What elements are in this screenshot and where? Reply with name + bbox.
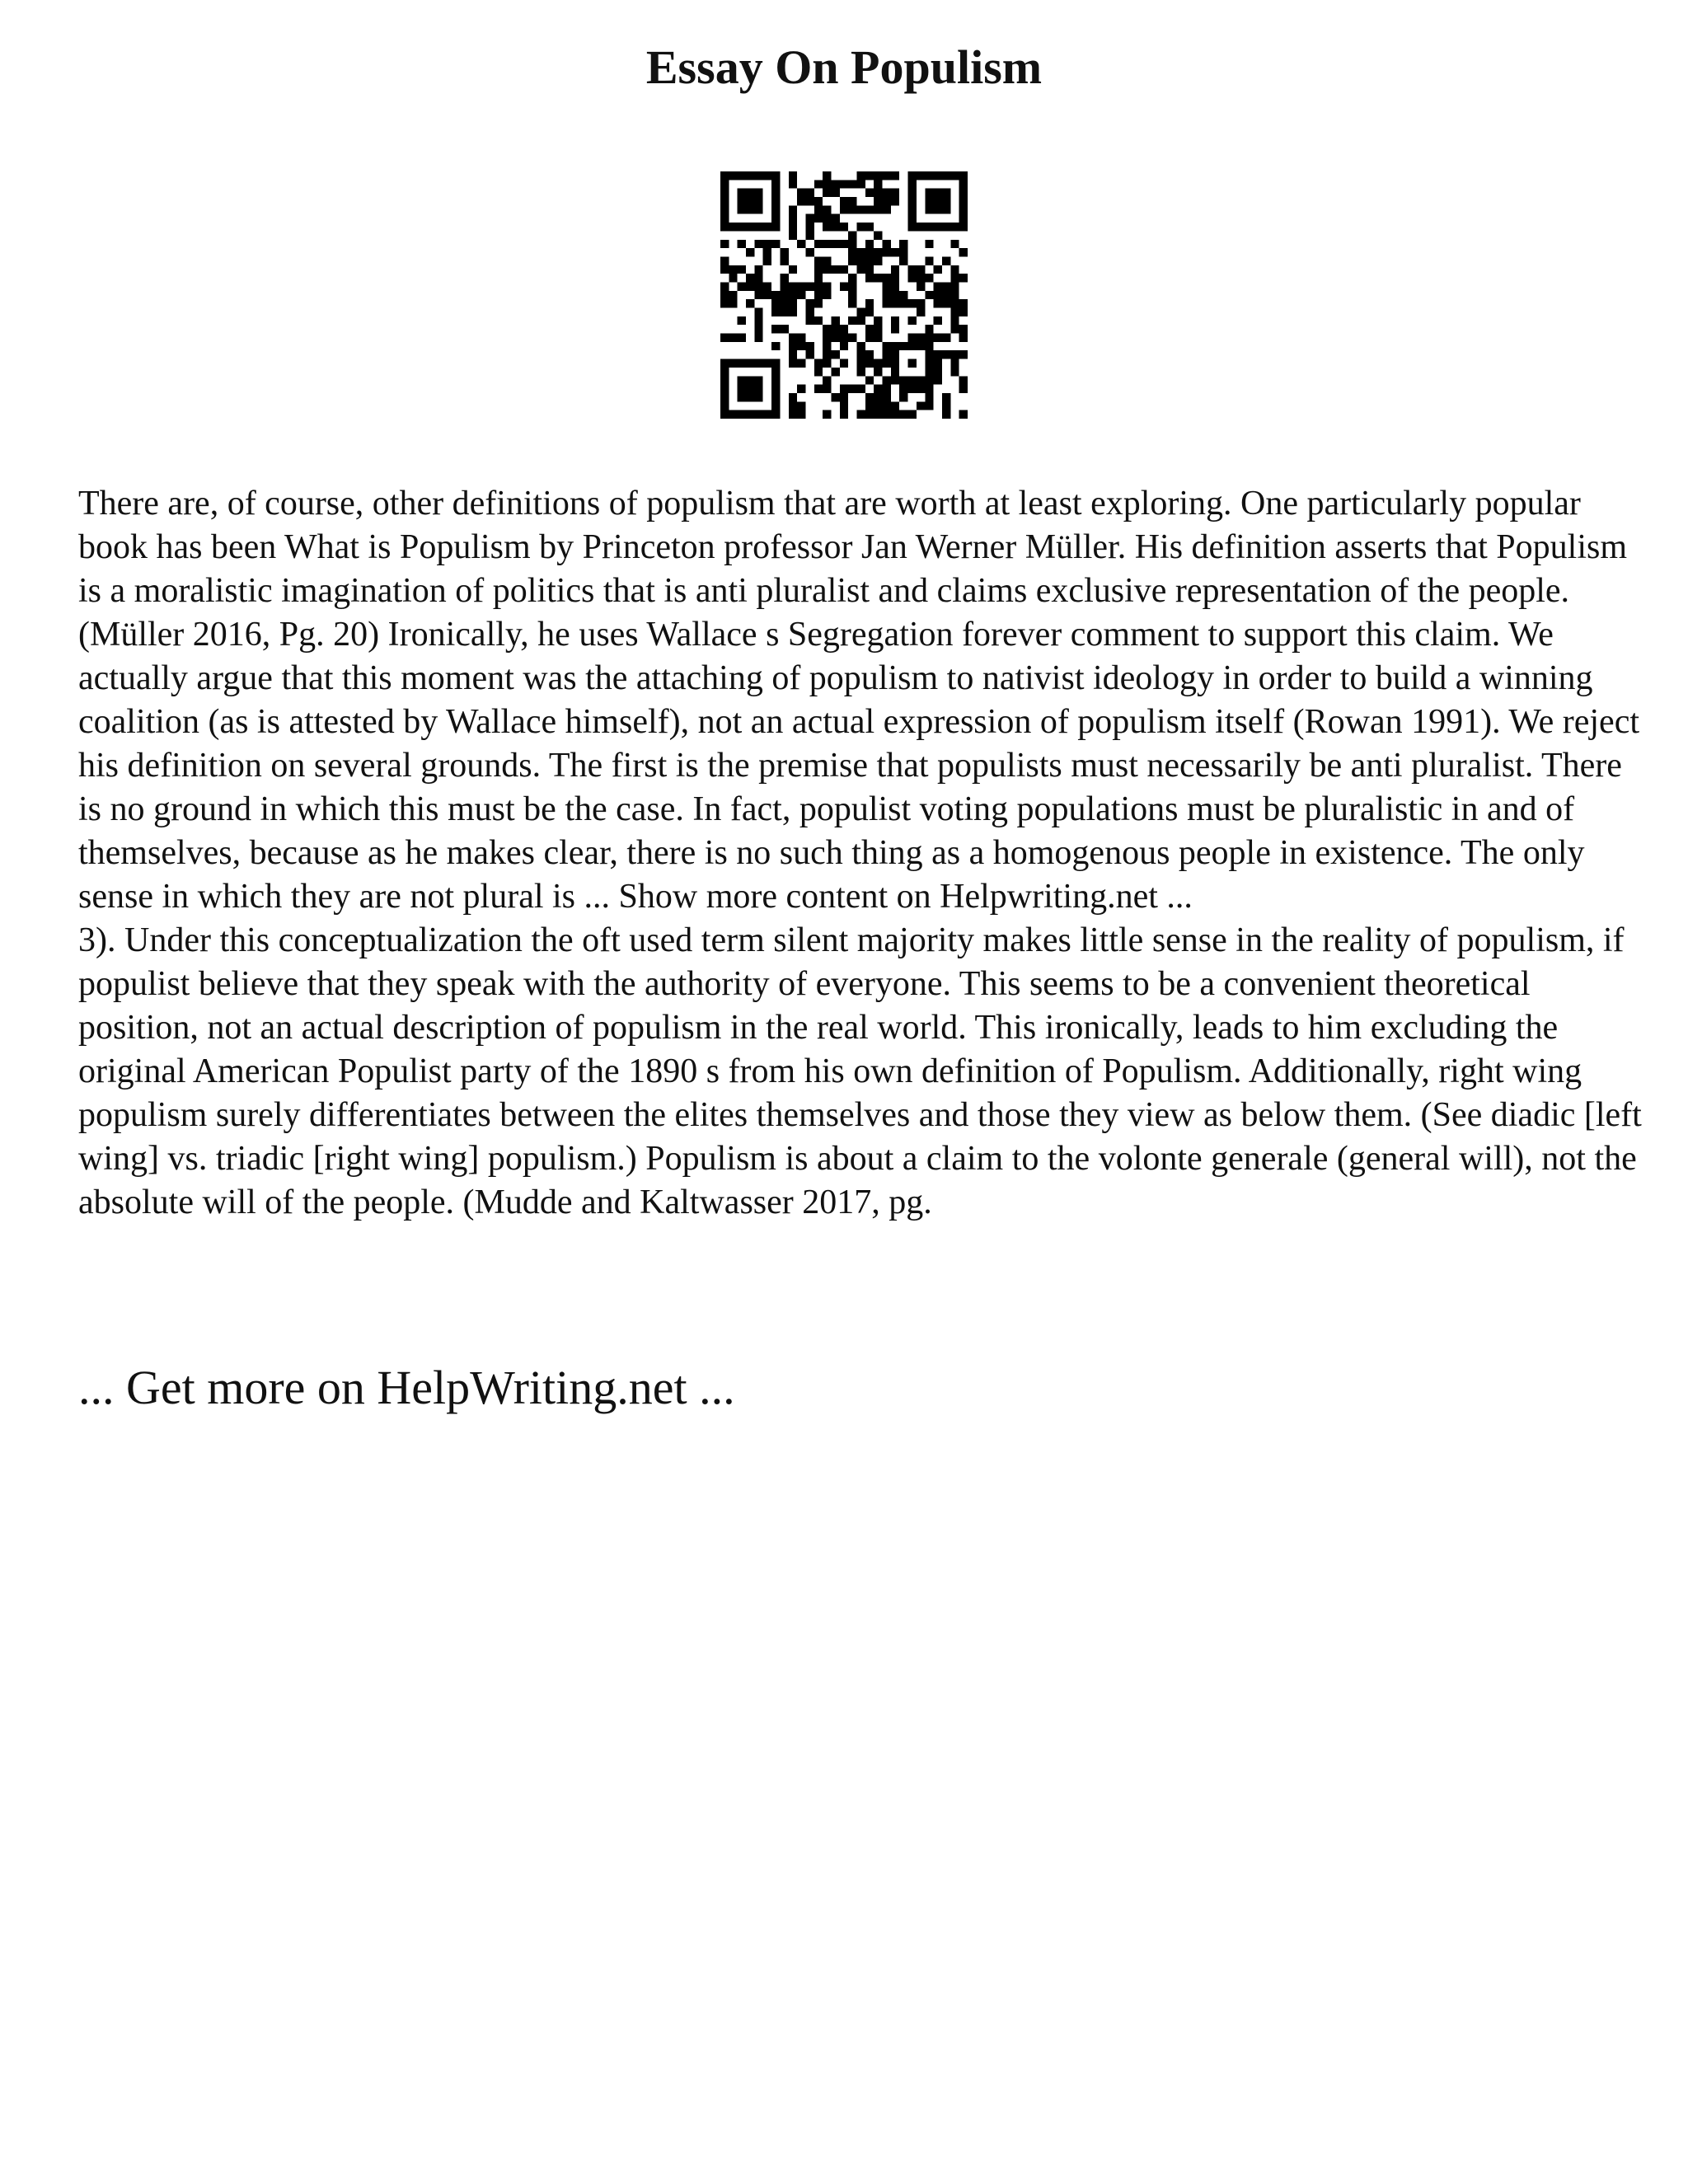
page-title: Essay On Populism <box>645 40 1043 94</box>
essay-paragraph-1: There are, of course, other definitions of populism that are worth at least exploring. One particularly popular book has been What is Populism by Princeton professor Jan Werner Müller. His definition asserts that Populism is a moralistic imagination of politics that is anti pluralist and claims exclusive representation of the people. (Müller 2016, Pg. 20) Ironically, he uses Wallace s Segregation forever comment to support this claim. We actually argue that this moment was the attaching of populism to nativist ideology in order to build a winning coalition (as is attested by Wallace himself), not an actual expression of populism itself (Rowan 1991). We reject his definition on several grounds. The first is the premise that populists must necessarily be anti pluralist. There is no ground in which this must be the case. In fact, populist voting populations must be pluralistic in and of themselves, because as he makes clear, there is no such thing as a homogenous people in existence. The only sense in which they are not plural is ... Show more content on Helpwriting.net ... <box>78 485 1639 916</box>
essay-body <box>78 482 1644 1225</box>
get-more-link[interactable]: ... Get more on HelpWriting.net ... <box>78 1361 735 1414</box>
essay-paragraph-2: 3). Under this conceptualization the oft used term silent majority makes little sense in the reality of populism, if populist believe that they speak with the authority of everyone. This seems to be a convenient theoretical position, not an actual description of populism in the real world. This ironically, leads to him excluding the original American Populist party of the 1890 s from his own definition of Populism. Additionally, right wing populism surely differentiates between the elites themselves and those they view as below them. (See diadic [left wing] vs. triadic [right wing] populism.) Populism is about a claim to the volonte generale (general will), not the absolute will of the people. (Mudde and Kaltwasser 2017, pg. <box>78 921 1642 1221</box>
qr-code-graphic <box>720 171 968 419</box>
qr-code-icon <box>720 171 968 419</box>
